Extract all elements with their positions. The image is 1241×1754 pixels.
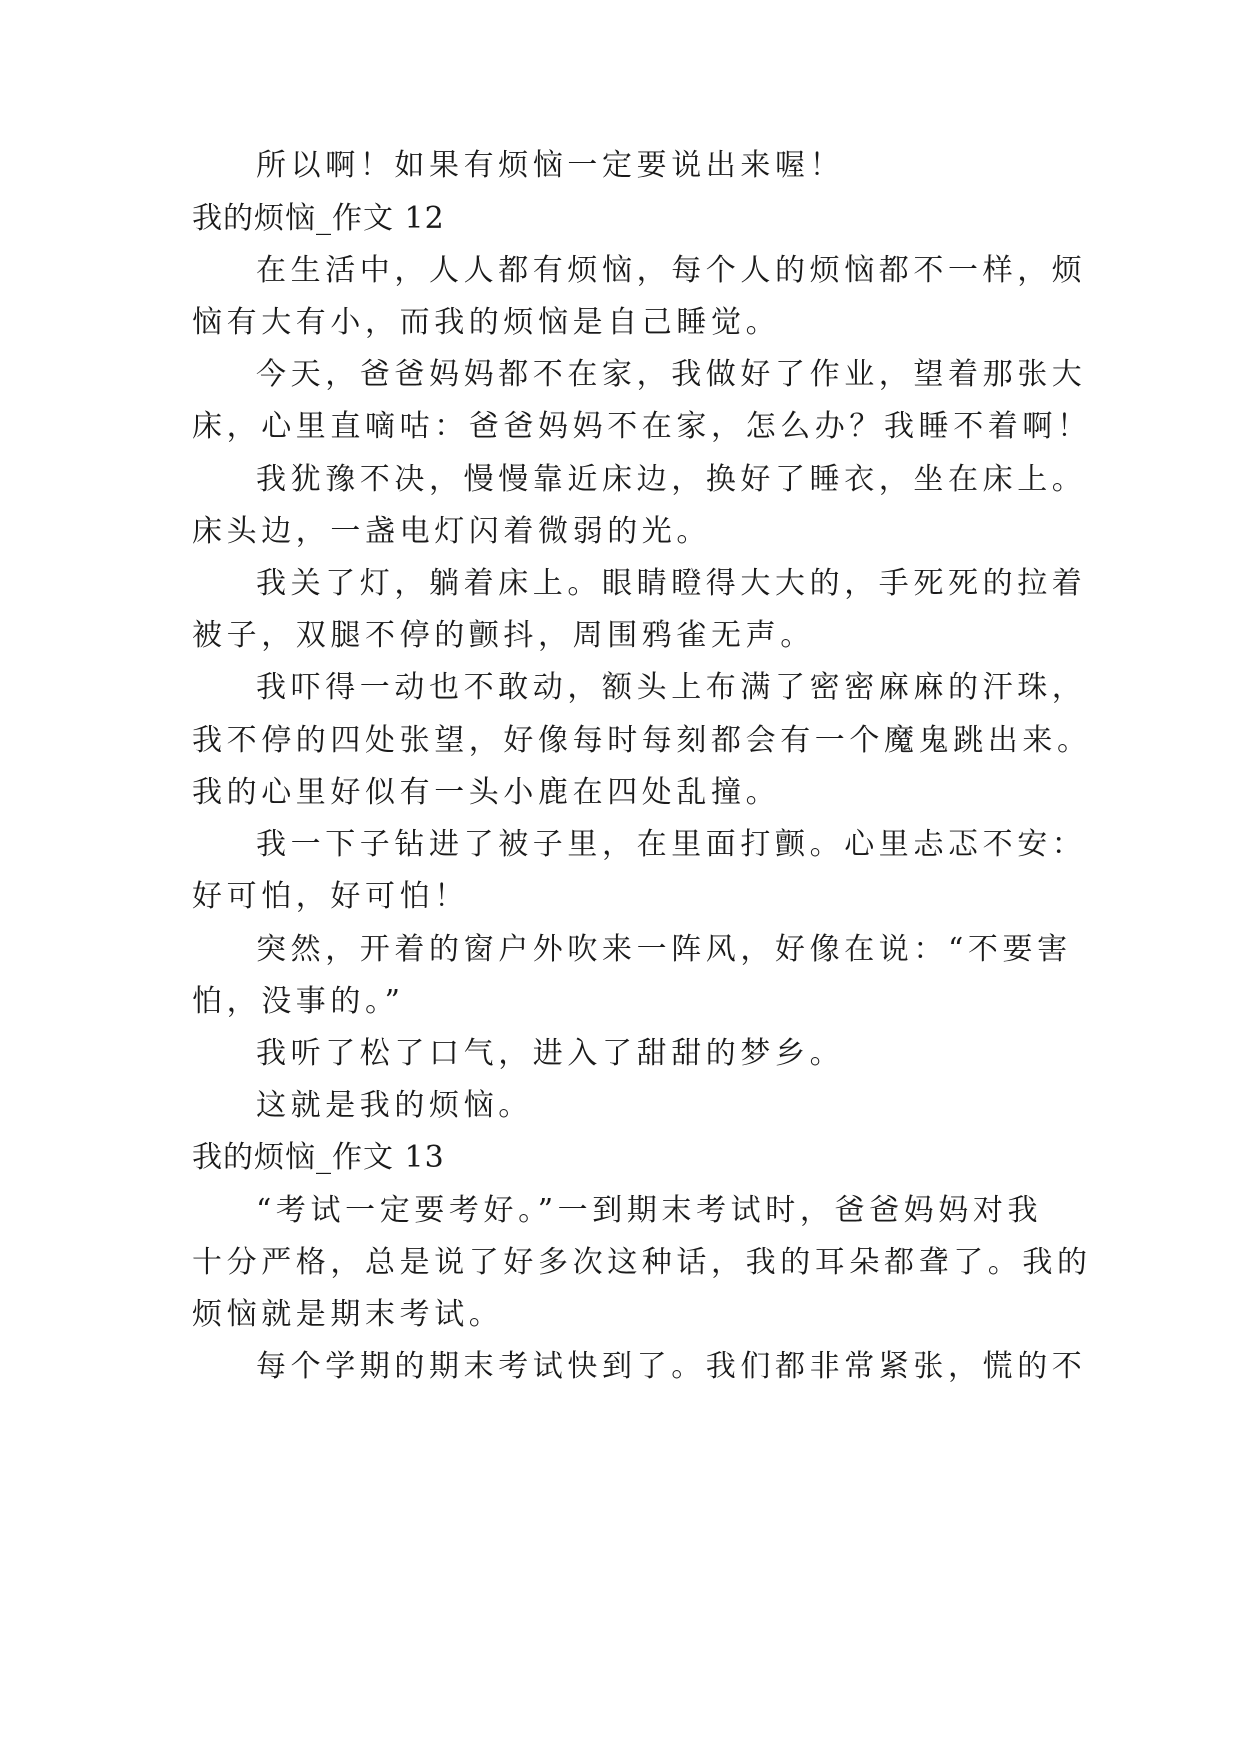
essay-title: 我的烦恼_作文 12 [192,201,445,236]
paragraph-line: 每个学期的期末考试快到了。我们都非常紧张，慌的不 [256,1349,1087,1384]
paragraph-line: 怕，没事的。” [192,984,405,1019]
paragraph-line: 床，心里直嘀咕：爸爸妈妈不在家，怎么办？我睡不着啊！ [192,409,1092,444]
paragraph-line: 我吓得一动也不敢动，额头上布满了密密麻麻的汗珠， [256,670,1087,705]
paragraph-line: 我犹豫不决，慢慢靠近床边，换好了睡衣，坐在床上。 [256,462,1087,497]
paragraph-line: 烦恼就是期末考试。 [192,1297,504,1332]
paragraph-line: 好可怕，好可怕！ [192,879,469,914]
paragraph-line: 今天，爸爸妈妈都不在家，我做好了作业，望着那张大 [256,357,1087,392]
paragraph-line: 在生活中，人人都有烦恼，每个人的烦恼都不一样，烦 [256,253,1087,288]
paragraph-line: 我听了松了口气，进入了甜甜的梦乡。 [256,1036,845,1071]
essay-title: 我的烦恼_作文 13 [192,1140,445,1175]
paragraph-line: 我关了灯，躺着床上。眼睛瞪得大大的，手死死的拉着 [256,566,1087,601]
paragraph-line: 所以啊！如果有烦恼一定要说出来喔！ [256,148,845,183]
paragraph-line: “考试一定要考好。”一到期末考试时，爸爸妈妈对我 [256,1193,1043,1228]
paragraph-line: 突然，开着的窗户外吹来一阵风，好像在说：“不要害 [256,932,1072,967]
paragraph-line: 十分严格，总是说了好多次这种话，我的耳朵都聋了。我的 [192,1245,1092,1280]
paragraph-line: 床头边，一盏电灯闪着微弱的光。 [192,514,711,549]
paragraph-line: 我不停的四处张望，好像每时每刻都会有一个魔鬼跳出来。 [192,723,1092,758]
paragraph-line: 我的心里好似有一头小鹿在四处乱撞。 [192,775,781,810]
paragraph-line: 我一下子钻进了被子里，在里面打颤。心里忐忑不安： [256,827,1087,862]
paragraph-line: 恼有大有小，而我的烦恼是自己睡觉。 [192,305,781,340]
paragraph-line: 这就是我的烦恼。 [256,1088,533,1123]
paragraph-line: 被子，双腿不停的颤抖，周围鸦雀无声。 [192,618,815,653]
